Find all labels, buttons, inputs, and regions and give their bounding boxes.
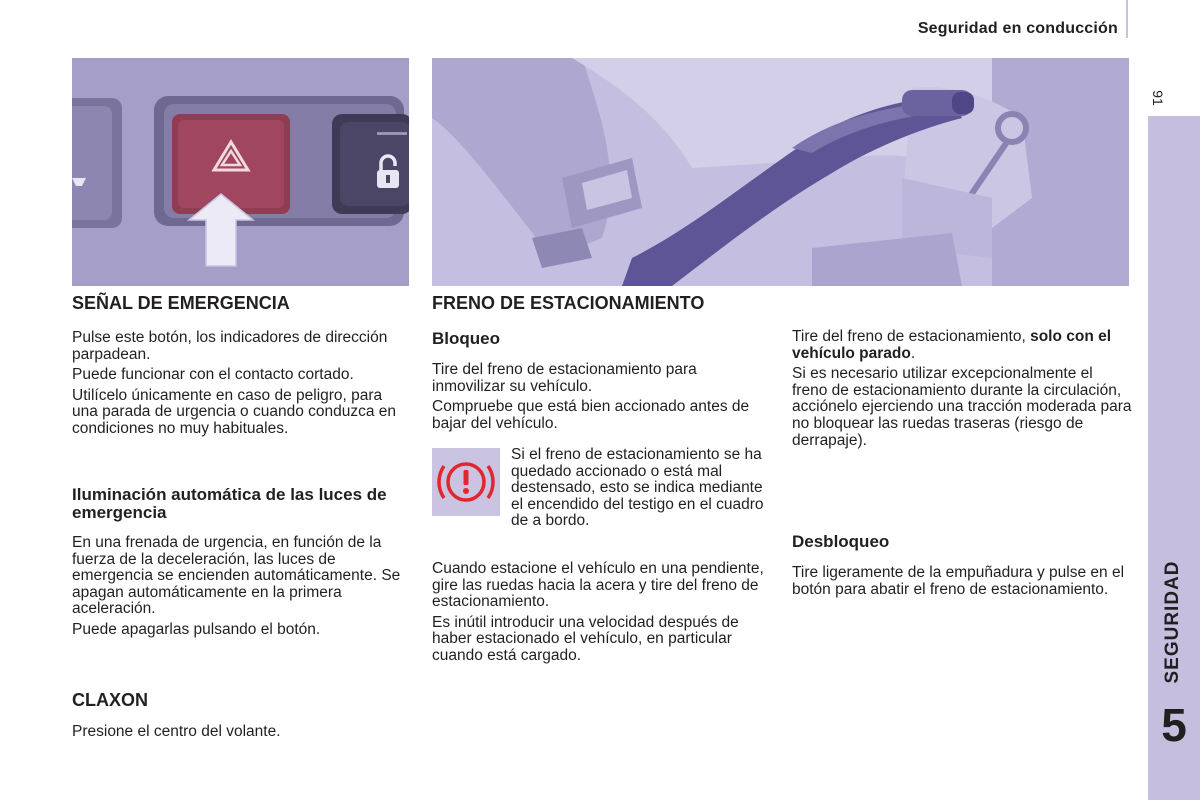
- header-divider: [1126, 0, 1128, 38]
- emphasis: solo con el vehículo parado: [792, 328, 1112, 362]
- text: .: [910, 344, 916, 362]
- auto-hazard-paragraphs: [72, 535, 412, 643]
- paragraph: Es inútil introducir una velocidad después de haber estacionado el vehículo, en particular cuando está cargado.: [432, 613, 739, 664]
- paragraph: Puede funcionar con el contacto cortado.: [72, 366, 354, 384]
- paragraph: [792, 329, 1132, 362]
- lock-heading: Bloqueo: [432, 329, 500, 348]
- paragraph: Pulse este botón, los indicadores de dirección parpadean.: [72, 329, 388, 363]
- release-heading: Desbloqueo: [792, 532, 890, 551]
- paragraph: Tire del freno de estacionamiento para inmovilizar su vehículo.: [432, 361, 697, 395]
- chapter-number: 5: [1161, 699, 1187, 751]
- paragraph: Si es necesario utilizar excepcionalmente el freno de estacionamiento durante la circulación, acciónelo ejerciendo una tracción moderada para no bloquear las ruedas traseras (riesgo de derrapaje).: [792, 365, 1132, 449]
- section-title: Seguridad en conducción: [917, 20, 1118, 37]
- apply-instructions: [792, 329, 1132, 453]
- paragraph: Puede apagarlas pulsando el botón.: [72, 620, 321, 638]
- warning-icon-box: [432, 448, 500, 516]
- paragraph: En una frenada de urgencia, en función de la fuerza de la deceleración, las luces de emergencia se encienden automáticamente. Se apagan automáticamente en la primera aceleración.: [72, 534, 401, 618]
- text: Tire del freno de estacionamiento,: [792, 328, 1026, 345]
- brake-warning-icon: [432, 448, 500, 516]
- paragraph: Cuando estacione el vehículo en una pendiente, gire las ruedas hacia la acera y tire del freno de estacionamiento.: [432, 560, 764, 611]
- hazard-switch-illustration: [72, 58, 409, 286]
- chapter-label: SEGURIDAD: [1162, 560, 1183, 684]
- warning-text: Si el freno de estacionamiento se ha quedado accionado o está mal destensado, esto se indica mediante el encendido del testigo en el cuadro de a bordo.: [511, 446, 764, 530]
- hazard-paragraphs: [72, 330, 412, 442]
- parking-brake-heading: FRENO DE ESTACIONAMIENTO: [432, 293, 705, 313]
- release-text: Tire ligeramente de la empuñadura y pulse en el botón para abatir el freno de estacionamiento.: [792, 564, 1125, 598]
- chapter-tab-label: [1158, 556, 1188, 688]
- slope-paragraphs: [432, 561, 772, 669]
- page-number: 91: [1150, 90, 1166, 106]
- horn-text: Presione el centro del volante.: [72, 723, 281, 740]
- paragraph: Compruebe que está bien accionado antes de bajar del vehículo.: [432, 398, 750, 432]
- parking-brake-illustration: [432, 58, 1129, 286]
- paragraph: Utilícelo únicamente en caso de peligro, para una parada de urgencia o cuando conduzca en condiciones no muy habituales.: [72, 386, 397, 437]
- horn-heading: CLAXON: [72, 690, 148, 710]
- auto-hazard-heading: Iluminación automática de las luces de emergencia: [72, 485, 387, 522]
- hazard-heading: SEÑAL DE EMERGENCIA: [72, 293, 290, 313]
- lock-paragraphs: [432, 362, 772, 436]
